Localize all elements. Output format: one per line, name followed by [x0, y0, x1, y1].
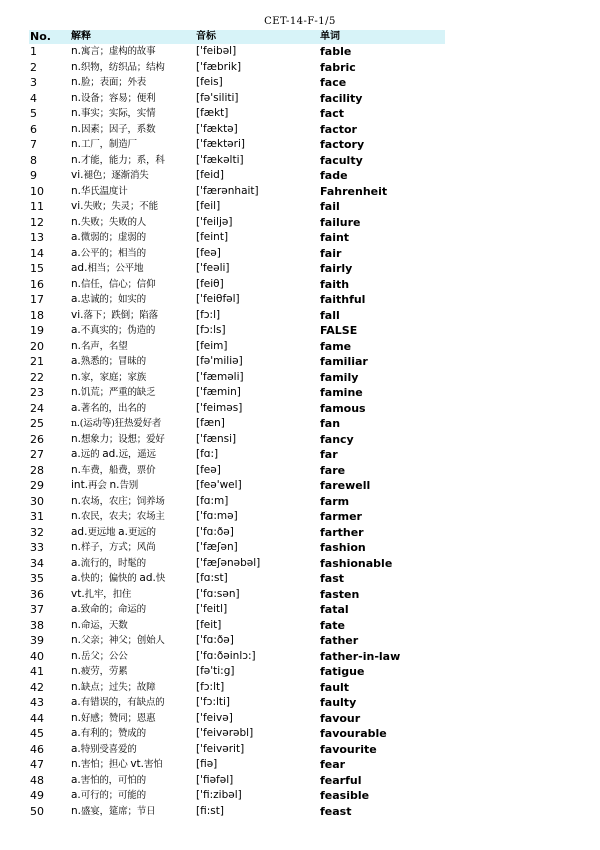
- phonetic-cell: [feə'wel]: [196, 479, 242, 491]
- definition-cell: n.名声，名望: [71, 339, 128, 352]
- row-number: 42: [30, 680, 44, 694]
- phonetic-cell: ['fæʃənəbəl]: [196, 556, 261, 569]
- word-cell: fairly: [320, 262, 353, 275]
- row-number: 45: [30, 727, 44, 740]
- table-row: [29, 664, 445, 680]
- definition-cell: n.事实；实际，实情: [71, 107, 156, 119]
- phonetic-cell: [fɑ:m]: [196, 494, 229, 507]
- phonetic-cell: [feiθ]: [196, 277, 224, 290]
- word-cell: fatal: [320, 603, 349, 616]
- definition-cell: n.寓言；虚构的故事: [71, 45, 156, 57]
- table-row: [29, 571, 445, 587]
- definition-cell: n.命运，天数: [71, 618, 128, 631]
- row-number: 48: [30, 773, 44, 787]
- phonetic-cell: [fɑ:st]: [196, 572, 228, 584]
- row-number: 16: [30, 277, 44, 291]
- phonetic-cell: [fɑ:]: [196, 448, 219, 460]
- word-cell: farmer: [320, 510, 362, 523]
- phonetic-cell: ['fɑ:ðə]: [196, 525, 234, 538]
- phonetic-cell: [feid]: [196, 169, 224, 181]
- word-cell: failure: [320, 215, 361, 229]
- row-number: 12: [30, 215, 44, 229]
- table-row: [29, 246, 445, 262]
- phonetic-cell: ['fækəlti]: [196, 153, 244, 166]
- phonetic-cell: ['fɑ:ðə]: [196, 634, 234, 646]
- definition-cell: vt.扎牢，扣住: [71, 587, 132, 600]
- table-row: [29, 323, 445, 339]
- phonetic-cell: ['fænsi]: [196, 432, 237, 445]
- row-number: 8: [30, 153, 37, 167]
- definition-cell: int.再会 n.告别: [71, 479, 139, 491]
- phonetic-cell: [fækt]: [196, 107, 229, 119]
- phonetic-cell: ['feitl]: [196, 603, 228, 615]
- table-row: [29, 633, 445, 649]
- row-number: 40: [30, 649, 44, 663]
- word-cell: fabric: [320, 60, 356, 74]
- word-cell: family: [320, 370, 359, 384]
- table-row: [29, 199, 445, 215]
- word-cell: favour: [320, 711, 361, 725]
- table-row: [29, 757, 445, 773]
- table-row: [29, 556, 445, 572]
- row-number: 4: [30, 91, 37, 105]
- definition-cell: n.才能，能力；系，科: [71, 153, 165, 166]
- row-number: 14: [30, 246, 44, 260]
- definition-cell: a.微弱的；虚弱的: [71, 231, 146, 243]
- word-cell: famine: [320, 386, 363, 399]
- table-row: [29, 726, 445, 742]
- word-cell: faint: [320, 231, 350, 244]
- word-cell: fate: [320, 618, 345, 632]
- word-cell: favourable: [320, 727, 387, 740]
- definition-cell: n.家，家庭；家族: [71, 370, 147, 383]
- phonetic-cell: ['feəli]: [196, 262, 230, 274]
- word-cell: farewell: [320, 479, 371, 492]
- row-number: 38: [30, 618, 44, 632]
- definition-cell: n.样子，方式；风尚: [71, 541, 156, 553]
- phonetic-cell: [feə]: [196, 463, 221, 476]
- row-number: 2: [30, 60, 37, 74]
- row-number: 41: [30, 665, 44, 678]
- definition-cell: n.设备；容易；便利: [71, 91, 156, 104]
- table-row: [29, 354, 445, 370]
- word-cell: fade: [320, 169, 348, 182]
- definition-cell: n.失败；失败的人: [71, 215, 147, 228]
- row-number: 46: [30, 742, 44, 756]
- table-row: [29, 370, 445, 386]
- definition-cell: n.信任，信心；信仰: [71, 277, 156, 290]
- definition-cell: vi.褪色；逐渐消失: [71, 169, 149, 181]
- definition-cell: n.农场，农庄；饲养场: [71, 494, 165, 507]
- document-code: CET-14-F-1/5: [264, 16, 336, 27]
- row-number: 34: [30, 556, 44, 570]
- definition-cell: n.因素；因子，系数: [71, 122, 156, 135]
- word-cell: feast: [320, 804, 352, 818]
- table-row: [29, 525, 445, 541]
- table-row: [29, 649, 445, 665]
- table-row: [29, 618, 445, 634]
- column-header-phonetic: 音标: [196, 31, 216, 42]
- row-number: 17: [30, 293, 44, 306]
- word-cell: fair: [320, 246, 342, 260]
- row-number: 19: [30, 324, 44, 337]
- phonetic-cell: [feit]: [196, 618, 222, 631]
- definition-cell: vi.落下；跌倒；陷落: [71, 308, 158, 321]
- table-row: [29, 509, 445, 525]
- table-header-row: [29, 30, 445, 44]
- table-row: [29, 261, 445, 277]
- table-row: [29, 44, 445, 60]
- table-row: [29, 416, 445, 432]
- word-cell: faculty: [320, 153, 363, 167]
- row-number: 24: [30, 401, 44, 415]
- table-row: [29, 75, 445, 91]
- word-cell: fearful: [320, 773, 362, 787]
- word-cell: facility: [320, 91, 363, 105]
- row-number: 5: [30, 107, 37, 120]
- table-row: [29, 184, 445, 200]
- word-cell: fault: [320, 680, 350, 694]
- definition-cell: n.缺点；过失；故障: [71, 680, 156, 693]
- definition-cell: n.想象力；设想；爱好: [71, 432, 165, 445]
- row-number: 21: [30, 355, 44, 368]
- word-cell: faulty: [320, 696, 357, 709]
- definition-cell: n.华氏温度计: [71, 184, 128, 197]
- definition-cell: n.岳父；公公: [71, 649, 128, 662]
- table-row: [29, 277, 445, 293]
- definition-cell: n.疲劳，劳累: [71, 665, 128, 677]
- phonetic-cell: [fɔ:lt]: [196, 680, 225, 693]
- row-number: 25: [30, 417, 44, 430]
- definition-cell: vi.失败；失灵；不能: [71, 200, 158, 212]
- row-number: 50: [30, 804, 44, 818]
- table-row: [29, 711, 445, 727]
- phonetic-cell: ['fɑ:mə]: [196, 510, 238, 522]
- word-cell: faithful: [320, 293, 366, 306]
- phonetic-cell: ['feivərəbl]: [196, 727, 254, 739]
- phonetic-cell: ['fɑ:ðəinlɔ:]: [196, 649, 256, 662]
- table-row: [29, 695, 445, 711]
- phonetic-cell: ['fæbrik]: [196, 60, 242, 73]
- phonetic-cell: [fə'siliti]: [196, 91, 239, 104]
- row-number: 20: [30, 339, 44, 353]
- definition-cell: n.害怕；担心 vt.害怕: [71, 758, 163, 770]
- word-cell: fashion: [320, 541, 366, 554]
- word-cell: far: [320, 448, 338, 461]
- word-cell: feasible: [320, 789, 370, 802]
- row-number: 26: [30, 432, 44, 446]
- table-row: [29, 494, 445, 510]
- word-cell: FALSE: [320, 324, 358, 337]
- word-cell: farther: [320, 525, 364, 539]
- phonetic-cell: [feis]: [196, 76, 223, 88]
- table-row: [29, 153, 445, 169]
- table-row: [29, 230, 445, 246]
- phonetic-cell: [fə'miliə]: [196, 355, 243, 367]
- phonetic-cell: ['fæktəri]: [196, 138, 245, 150]
- row-number: 22: [30, 370, 44, 384]
- row-number: 11: [30, 200, 44, 213]
- word-cell: factory: [320, 138, 365, 151]
- phonetic-cell: ['fi:zibəl]: [196, 789, 242, 801]
- table-row: [29, 742, 445, 758]
- definition-cell: a.可行的；可能的: [71, 789, 146, 801]
- phonetic-cell: [fæn]: [196, 417, 225, 429]
- word-cell: familiar: [320, 355, 368, 368]
- phonetic-cell: ['fæməli]: [196, 370, 244, 383]
- definition-cell: a.远的 ad.远，遥远: [71, 448, 156, 460]
- table-row: [29, 773, 445, 789]
- definition-cell: n.饥荒；严重的缺乏: [71, 386, 156, 398]
- row-number: 35: [30, 572, 44, 585]
- column-header-number: No.: [30, 30, 51, 43]
- phonetic-cell: ['feiljə]: [196, 215, 233, 228]
- phonetic-cell: [feil]: [196, 200, 221, 212]
- table-row: [29, 91, 445, 107]
- table-row: [29, 106, 445, 122]
- table-row: [29, 215, 445, 231]
- row-number: 3: [30, 76, 37, 89]
- table-row: [29, 680, 445, 696]
- word-cell: face: [320, 76, 347, 89]
- phonetic-cell: [fɔ:l]: [196, 308, 221, 321]
- word-cell: fast: [320, 572, 345, 585]
- word-cell: fact: [320, 107, 344, 120]
- row-number: 18: [30, 308, 44, 322]
- phonetic-cell: ['fæktə]: [196, 122, 238, 135]
- phonetic-cell: [feint]: [196, 231, 229, 243]
- row-number: 30: [30, 494, 44, 508]
- definition-cell: n.农民，农夫；农场主: [71, 510, 165, 522]
- vocabulary-table: [29, 30, 445, 819]
- row-number: 10: [30, 184, 44, 198]
- definition-cell: n.父亲；神父；创始人: [71, 634, 165, 646]
- definition-cell: a.快的；偏快的 ad.快: [71, 572, 166, 584]
- phonetic-cell: [feə]: [196, 246, 221, 259]
- table-row: [29, 308, 445, 324]
- definition-cell: a.公平的；相当的: [71, 246, 146, 259]
- definition-cell: a.致命的；命运的: [71, 603, 146, 615]
- word-cell: fare: [320, 463, 346, 477]
- table-row: [29, 292, 445, 308]
- row-number: 39: [30, 634, 44, 647]
- phonetic-cell: ['fɑ:sən]: [196, 587, 240, 600]
- definition-cell: n.好感；赞同；恩惠: [71, 711, 156, 724]
- row-number: 7: [30, 138, 37, 151]
- definition-cell: n.盛宴，筵席；节日: [71, 804, 156, 817]
- phonetic-cell: ['feiθfəl]: [196, 293, 240, 305]
- definition-cell: ad.更远地 a.更远的: [71, 525, 156, 538]
- row-number: 36: [30, 587, 44, 601]
- row-number: 47: [30, 758, 44, 771]
- definition-cell: a.害怕的，可怕的: [71, 773, 146, 786]
- table-row: [29, 788, 445, 804]
- row-number: 37: [30, 603, 44, 616]
- row-number: 49: [30, 789, 44, 802]
- word-cell: fashionable: [320, 556, 393, 570]
- phonetic-cell: ['fæʃən]: [196, 541, 238, 553]
- word-cell: fall: [320, 308, 340, 322]
- definition-cell: n.织物，纺织品；结构: [71, 60, 165, 73]
- table-row: [29, 447, 445, 463]
- phonetic-cell: [fiə]: [196, 758, 218, 770]
- phonetic-cell: ['feiməs]: [196, 401, 243, 414]
- row-number: 1: [30, 45, 37, 58]
- word-cell: fasten: [320, 587, 360, 601]
- word-cell: Fahrenheit: [320, 184, 388, 198]
- table-row: [29, 385, 445, 401]
- phonetic-cell: [fə'ti:g]: [196, 665, 235, 677]
- word-cell: favourite: [320, 742, 377, 756]
- definition-cell: a.著名的，出名的: [71, 401, 146, 414]
- table-row: [29, 432, 445, 448]
- definition-cell: a.有利的；赞成的: [71, 727, 146, 739]
- row-number: 44: [30, 711, 44, 725]
- phonetic-cell: [fi:st]: [196, 804, 224, 817]
- row-number: 27: [30, 448, 44, 461]
- row-number: 33: [30, 541, 44, 554]
- table-row: [29, 602, 445, 618]
- row-number: 32: [30, 525, 44, 539]
- row-number: 43: [30, 696, 44, 709]
- row-number: 15: [30, 262, 44, 275]
- table-row: [29, 168, 445, 184]
- row-number: 29: [30, 479, 44, 492]
- table-row: [29, 540, 445, 556]
- row-number: 13: [30, 231, 44, 244]
- definition-cell: n.工厂，制造厂: [71, 138, 137, 150]
- definition-cell: ad.相当；公平地: [71, 262, 144, 274]
- definition-cell: a.忠诚的；如实的: [71, 293, 146, 305]
- phonetic-cell: [fɔ:ls]: [196, 324, 226, 336]
- word-cell: faith: [320, 277, 350, 291]
- definition-cell: a.流行的，时髦的: [71, 556, 146, 569]
- row-number: 31: [30, 510, 44, 523]
- definition-cell: n.(运动等)狂热爱好者: [71, 418, 162, 429]
- table-row: [29, 401, 445, 417]
- word-cell: fatigue: [320, 665, 365, 678]
- column-header-word: 单词: [320, 31, 340, 42]
- table-body: [29, 44, 445, 819]
- word-cell: fear: [320, 758, 346, 771]
- word-cell: father-in-law: [320, 649, 401, 663]
- row-number: 28: [30, 463, 44, 477]
- table-row: [29, 804, 445, 820]
- row-number: 23: [30, 386, 44, 399]
- phonetic-cell: ['fæmin]: [196, 386, 241, 398]
- table-row: [29, 463, 445, 479]
- word-cell: fail: [320, 200, 340, 213]
- table-row: [29, 339, 445, 355]
- table-row: [29, 122, 445, 138]
- word-cell: famous: [320, 401, 366, 415]
- definition-cell: n.脸；表面；外表: [71, 76, 147, 88]
- word-cell: fable: [320, 45, 352, 58]
- phonetic-cell: ['fiəfəl]: [196, 773, 234, 786]
- phonetic-cell: ['fɔ:lti]: [196, 696, 231, 708]
- phonetic-cell: ['feivərit]: [196, 742, 245, 755]
- word-cell: factor: [320, 122, 357, 136]
- row-number: 6: [30, 122, 37, 136]
- phonetic-cell: ['feivə]: [196, 711, 233, 724]
- column-header-definition: 解释: [71, 31, 91, 42]
- word-cell: father: [320, 634, 359, 647]
- definition-cell: a.特别受喜爱的: [71, 742, 137, 755]
- definition-cell: n.车费，船费，票价: [71, 463, 156, 476]
- table-row: [29, 137, 445, 153]
- word-cell: farm: [320, 494, 350, 508]
- table-row: [29, 587, 445, 603]
- definition-cell: a.熟悉的；冒昧的: [71, 355, 146, 367]
- definition-cell: a.有错误的，有缺点的: [71, 696, 165, 708]
- row-number: 9: [30, 169, 37, 182]
- phonetic-cell: ['færənhait]: [196, 184, 259, 197]
- table-row: [29, 478, 445, 494]
- phonetic-cell: ['feibəl]: [196, 45, 237, 57]
- definition-cell: a.不真实的；伪造的: [71, 324, 156, 336]
- word-cell: fame: [320, 339, 352, 353]
- word-cell: fancy: [320, 432, 354, 446]
- table-row: [29, 60, 445, 76]
- phonetic-cell: [feim]: [196, 339, 228, 352]
- word-cell: fan: [320, 417, 341, 430]
